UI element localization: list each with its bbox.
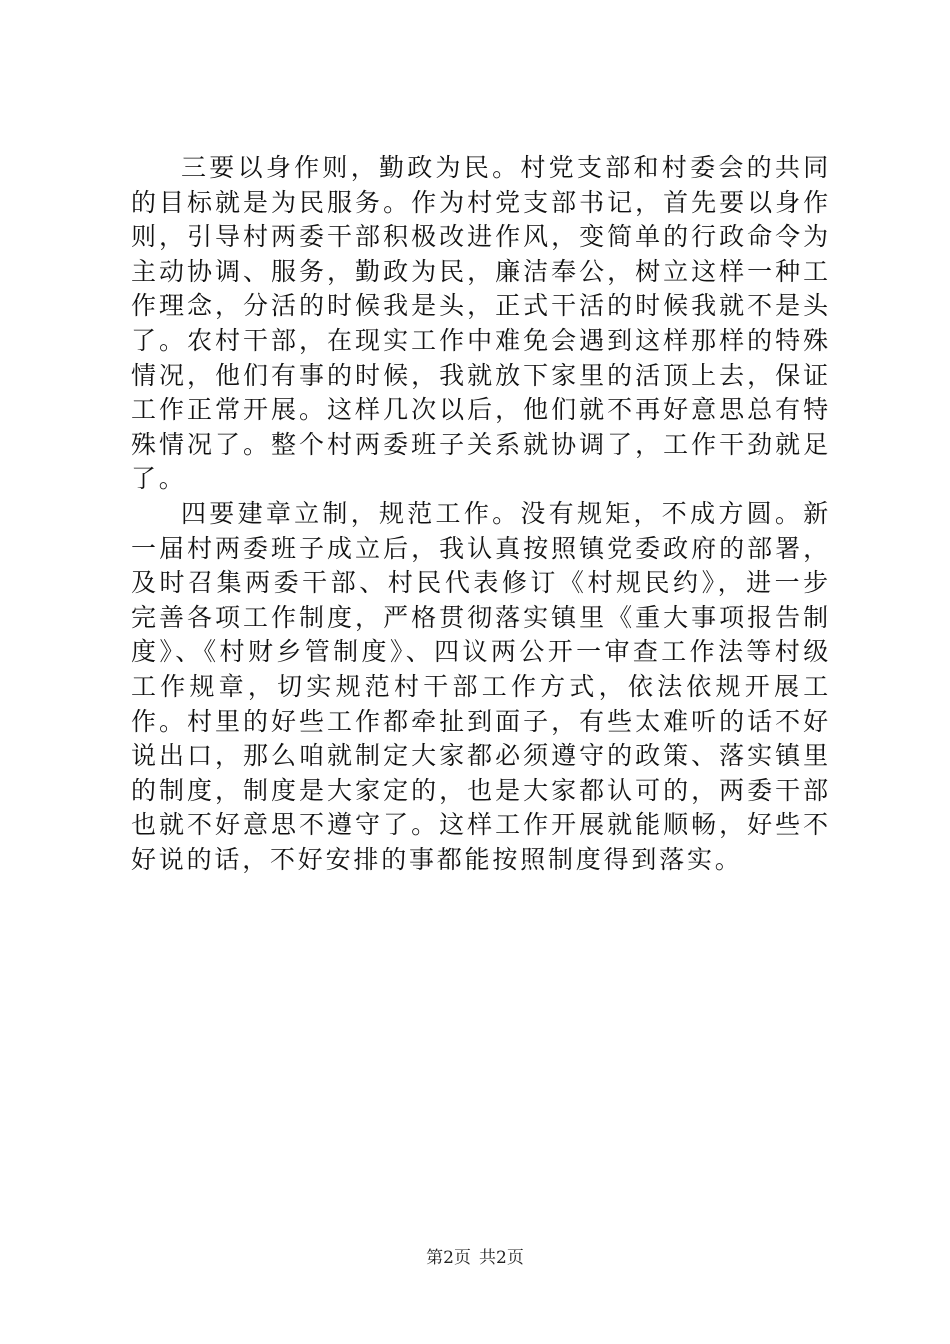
paragraph-three-lead-by-example: 三要以身作则，勤政为民。村党支部和村委会的共同的目标就是为民服务。作为村党支部书记，首先要以身作则，引导村两委干部积极改进作风，变简单的行政命令为主动协调、服务，勤政为民，廉洁奉公，树立这样一种工作理念，分活的时候我是头，正式干活的时候我就不是头了。农村干部，在现实工作中难免会遇到这样那样的特殊情况，他们有事的时候，我就放下家里的活顶上去，保证工作正常开展。这样几次以后，他们就不再好意思总有特殊情况了。整个村两委班子关系就协调了，工作干劲就足了。 <box>131 153 831 494</box>
page-footer <box>0 1247 950 1269</box>
document-body <box>131 151 831 877</box>
paragraph-four-establish-rules: 四要建章立制，规范工作。没有规矩，不成方圆。新一届村两委班子成立后，我认真按照镇党委政府的部署，及时召集两委干部、村民代表修订《村规民约》，进一步完善各项工作制度，严格贯彻落实镇里《重大事项报告制度》、《村财乡管制度》、四议两公开一审查工作法等村级工作规章，切实规范村干部工作方式，依法依规开展工作。村里的好些工作都牵扯到面子，有些太难听的话不好说出口，那么咱就制定大家都必须遵守的政策、落实镇里的制度，制度是大家定的，也是大家都认可的，两委干部也就不好意思不遵守了。这样工作开展就能顺畅，好些不好说的话，不好安排的事都能按照制度得到落实。 <box>131 498 831 874</box>
page-total: 共2页 <box>479 1248 524 1268</box>
page-number: 第2页 <box>426 1248 471 1268</box>
